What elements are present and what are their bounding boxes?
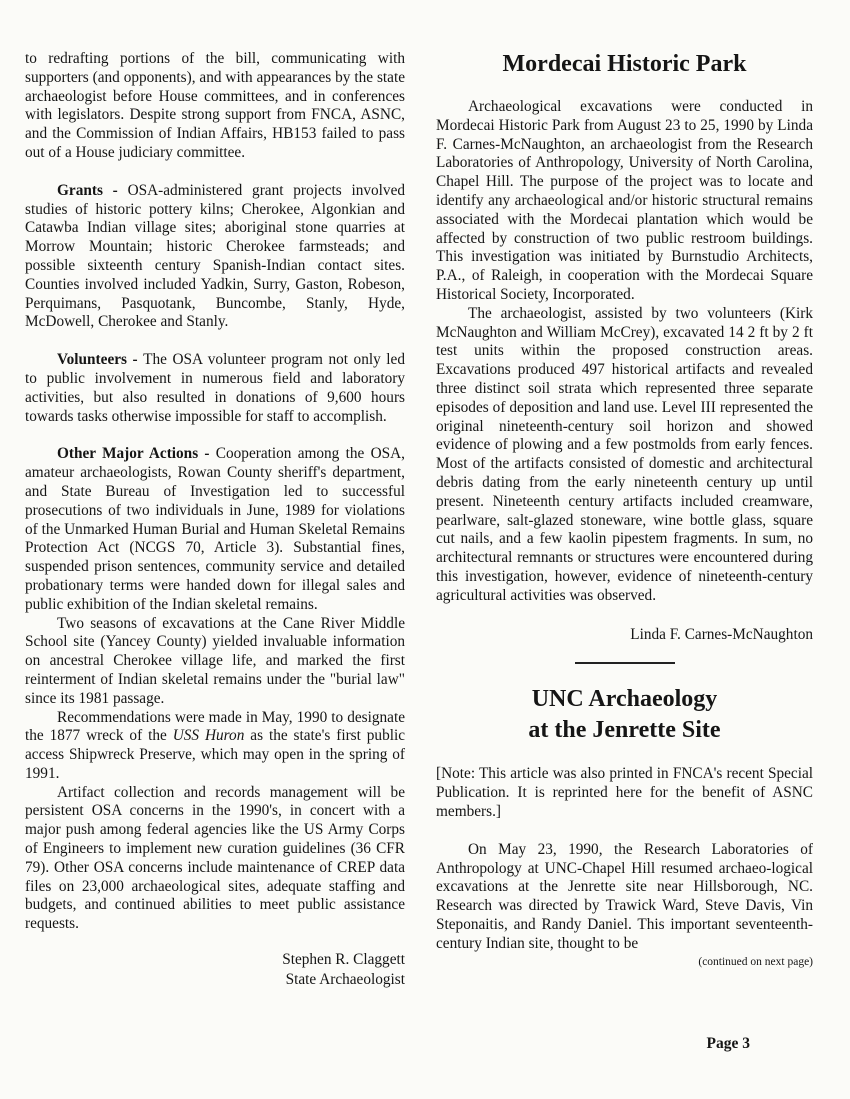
- other-actions-paragraph: [25, 445, 405, 614]
- volunteers-paragraph: [25, 351, 405, 426]
- volunteers-text: The OSA volunteer program not only led to public involvement in numerous field and laboratory activities, but also resulted in donations of 9,600 hours towards tasks otherwise impossible for staff to accomplish.: [25, 351, 405, 425]
- body-paragraph: to redrafting portions of the bill, communicating with supporters (and opponents), and with appearances by the state archaeologist before House committees, and in conferences with legislators. Despite strong support from FNCA, ASNC, and the Commission of Indian Affairs, HB153 failed to pass out of a House judiciary committee.: [25, 50, 405, 161]
- mordecai-paragraph-1: Archaeological excavations were conducted in Mordecai Historic Park from August 23 to 25, 1990 by Linda F. Carnes-McNaughton, an archaeologist from the Research Laboratories of Anthropology, University of North Carolina, Chapel Hill. The purpose of the project was to locate and identify any archaeological and/or historic structural remains associated with the Mordecai plantation which would be affected by construction of two public restroom buildings. This investigation was initiated by Burnstudio Architects, P.A., of Raleigh, in cooperation with the Mordecai Square Historical Society, Incorporated.: [436, 98, 813, 303]
- unc-title-line-1: UNC Archaeology: [531, 686, 718, 713]
- unc-paragraph-1: On May 23, 1990, the Research Laboratories of Anthropology at UNC-Chapel Hill resumed archaeo-logical excavations at the Jenrette site near Hillsborough, NC. Research was directed by Trawick Ward, Steve Davis, Vin Steponaitis, and Randy Daniel. This important seventeenth-century Indian site, thought to be: [436, 840, 813, 952]
- recommendations-text: Recommendations were made in May, 1990 to designate the 1877 wreck of the: [25, 708, 405, 745]
- artifact-paragraph: Artifact collection and records management will be persistent OSA concerns in the 1990's, in concert with a major push among federal agencies like the US Army Corps of Engineers to implement new curation guidelines (36 CFR 79). Other OSA concerns include maintenance of CREP data files on 23,000 archaeological sites, adequate staffing and budgets, and continued abilities to meet public assistance requests.: [25, 783, 405, 933]
- unc-title-line-2: at the Jenrette Site: [528, 717, 721, 744]
- section-divider: [575, 662, 675, 664]
- left-column: [25, 50, 405, 990]
- continued-note: (continued on next page): [698, 956, 813, 969]
- other-actions-heading: Other Major Actions -: [57, 445, 216, 463]
- mordecai-author: Linda F. Carnes-McNaughton: [630, 625, 813, 643]
- right-column: [436, 50, 813, 972]
- grants-paragraph: [25, 182, 405, 332]
- grants-heading: Grants -: [57, 181, 128, 199]
- recommendations-paragraph: [25, 709, 405, 784]
- signature-title: State Archaeologist: [285, 971, 405, 989]
- ship-name: USS Huron: [172, 727, 245, 745]
- recommendations-text-end: as the state's first public access Shipwreck Preserve, which may open in the spring of 1991.: [25, 727, 406, 782]
- mordecai-paragraph-2: The archaeologist, assisted by two volunteers (Kirk McNaughton and William McCrey), excavated 14 2 ft by 2 ft test units within the proposed construction areas. Excavations produced 497 historical artifacts and revealed three distinct soil strata which represented three separate episodes of deposition and land use. Level III represented the original nineteenth-century soil horizon and showed evidence of plowing and a few postmolds from early fences. Most of the artifacts consisted of domestic and architectural debris dating from the early nineteenth century up until present. Nineteenth century artifacts included creamware, pearlware, salt-glazed stoneware, wine bottle glass, square cut nails, and a few kaolin pipestem fragments. In sum, no architectural remnants or structures were encountered during this investigation, however, evidence of nineteenth-century agricultural activities was observed.: [436, 304, 813, 604]
- signature-block: [25, 950, 405, 990]
- signature-name: Stephen R. Claggett: [282, 951, 405, 969]
- cane-river-paragraph: Two seasons of excavations at the Cane River Middle School site (Yancey County) yielded invaluable information on ancestral Cherokee village life, and marked the first reinterment of Indian skeletal remains under the "burial law" since its 1981 passage.: [25, 614, 405, 707]
- reprint-note: [Note: This article was also printed in FNCA's recent Special Publication. It is reprinted here for the benefit of ASNC members.]: [436, 765, 813, 820]
- unc-title: [436, 684, 813, 746]
- page-number: Page 3: [706, 1035, 750, 1052]
- volunteers-heading: Volunteers -: [57, 351, 144, 369]
- mordecai-title: Mordecai Historic Park: [502, 51, 747, 77]
- grants-text: OSA-administered grant projects involved studies of historic pottery kilns; Cherokee, Algonkian and Catawba Indian village sites; aboriginal stone quarries at Morrow Mountain; historic Cherokee farmsteads; and possible sixteenth century Spanish-Indian contact sites. Counties involved included Yadkin, Surry, Gaston, Robeson, Perquimans, Pasquotank, Buncombe, Stanly, Hyde, McDowell, Cherokee and Stanly.: [25, 181, 406, 331]
- other-actions-text: Cooperation among the OSA, amateur archaeologists, Rowan County sheriff's department, and State Bureau of Investigation led to successful prosecutions of two individuals in June, 1989 for violations of the Unmarked Human Burial and Human Skeletal Remains Protection Act (NCGS 70, Article 3). Substantial fines, suspended prison sentences, community service and detailed probationary terms were handed down for illegal sales and public exhibition of the Indian skeletal remains.: [25, 445, 405, 613]
